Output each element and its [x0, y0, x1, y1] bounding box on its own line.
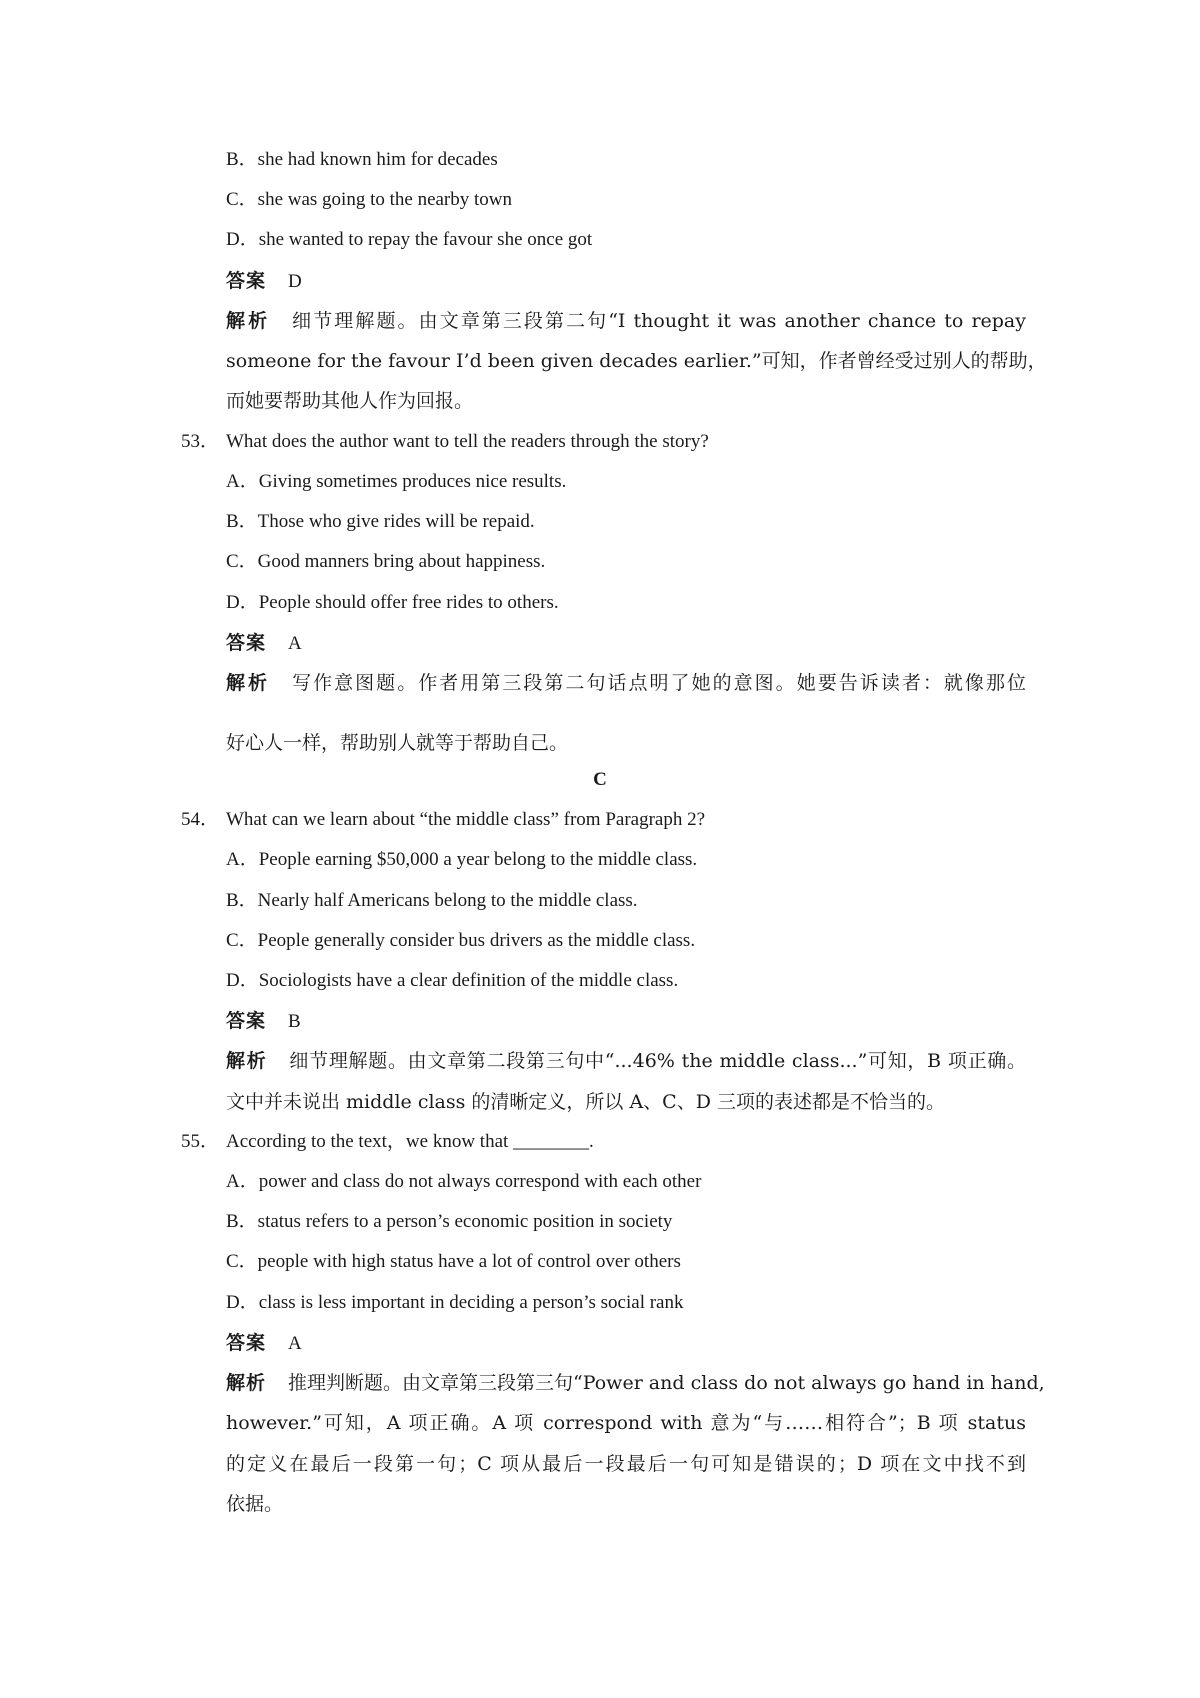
- q52-option-c: C．she was going to the nearby town: [226, 189, 513, 210]
- q53-analysis-line-1: [226, 668, 1026, 698]
- q53-option-b: B．Those who give rides will be repaid.: [226, 511, 535, 532]
- answer-value: A: [288, 633, 302, 654]
- q55-option-d: D．class is less important in deciding a person’s social rank: [226, 1292, 684, 1313]
- q52-option-d: D．she wanted to repay the favour she once got: [226, 229, 593, 250]
- q55-analysis-line-3: 的定义在最后一段第一句；C 项从最后一段最后一句可知是错误的；D 项在文中找不到: [226, 1453, 1026, 1475]
- q55-number: 55．: [181, 1131, 220, 1152]
- q52-analysis-line-2: someone for the favour I’d been given decades earlier.”可知，作者曾经受过别人的帮助，: [226, 350, 1047, 372]
- q52-option-b: B．she had known him for decades: [226, 149, 498, 170]
- answer-label: 答案: [226, 270, 267, 292]
- answer-value: A: [288, 1333, 302, 1354]
- q53-number: 53．: [181, 431, 220, 452]
- q54-number: 54．: [181, 809, 220, 830]
- q53-question: What does the author want to tell the readers through the story?: [226, 431, 709, 452]
- section-heading-c: C: [593, 769, 607, 790]
- q53-option-d: D．People should offer free rides to others.: [226, 592, 559, 613]
- q54-answer: [226, 1006, 301, 1036]
- q52-analysis-line-3: 而她要帮助其他人作为回报。: [226, 390, 474, 412]
- q54-question: What can we learn about “the middle class” from Paragraph 2?: [226, 809, 706, 830]
- q54-analysis-line-1: [226, 1046, 1026, 1076]
- q55-option-b: B．status refers to a person’s economic position in society: [226, 1211, 673, 1232]
- q55-analysis-line-1: [226, 1368, 1045, 1398]
- q55-option-a: A．power and class do not always correspond with each other: [226, 1171, 702, 1192]
- q54-option-b: B．Nearly half Americans belong to the middle class.: [226, 890, 638, 911]
- analysis-label: 解析: [226, 1372, 267, 1394]
- q55-option-c: C．people with high status have a lot of control over others: [226, 1251, 681, 1272]
- answer-label: 答案: [226, 1010, 267, 1032]
- analysis-label: 解析: [226, 672, 271, 694]
- analysis-text: 写作意图题。作者用第三段第二句话点明了她的意图。她要告诉读者：就像那位: [292, 672, 1026, 694]
- analysis-text: 细节理解题。由文章第二段第三句中“...46% the middle class...”可知，B 项正确。: [289, 1050, 1026, 1072]
- answer-label: 答案: [226, 1332, 267, 1354]
- q53-analysis-line-2: 好心人一样，帮助别人就等于帮助自己。: [226, 732, 569, 754]
- analysis-label: 解析: [226, 310, 271, 332]
- q54-option-a: A．People earning $50,000 a year belong to the middle class.: [226, 849, 698, 870]
- q55-question: According to the text，we know that ________.: [226, 1131, 594, 1152]
- q55-answer: [226, 1328, 302, 1358]
- q53-answer: [226, 628, 302, 658]
- q54-option-d: D．Sociologists have a clear definition of the middle class.: [226, 970, 679, 991]
- analysis-text: 推理判断题。由文章第三段第三句“Power and class do not always go hand in hand,: [288, 1372, 1045, 1394]
- q53-option-a: A．Giving sometimes produces nice results.: [226, 471, 567, 492]
- q53-option-c: C．Good manners bring about happiness.: [226, 551, 546, 572]
- q55-analysis-line-2: however.”可知，A 项正确。A 项 correspond with 意为“与……相符合”；B 项 status: [226, 1412, 1026, 1434]
- q52-answer: [226, 266, 302, 296]
- answer-value: D: [288, 271, 302, 292]
- analysis-label: 解析: [226, 1050, 268, 1072]
- answer-value: B: [288, 1011, 301, 1032]
- q55-analysis-line-4: 依据。: [226, 1493, 284, 1515]
- q54-option-c: C．People generally consider bus drivers as the middle class.: [226, 930, 696, 951]
- answer-label: 答案: [226, 632, 267, 654]
- q52-analysis-line-1: [226, 306, 1026, 336]
- q54-analysis-line-2: 文中并未说出 middle class 的清晰定义，所以 A、C、D 三项的表述都是不恰当的。: [226, 1091, 945, 1113]
- analysis-text: 细节理解题。由文章第三段第二句“I thought it was another chance to repay: [292, 310, 1026, 332]
